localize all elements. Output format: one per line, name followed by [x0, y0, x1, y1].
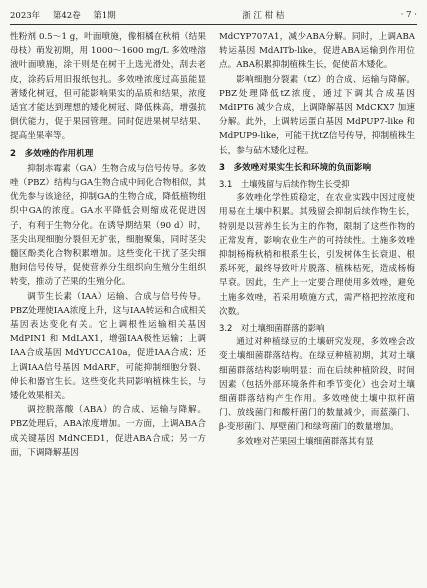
body-paragraph: 调控脱落酸（ABA）的合成、运输与降解。PBZ处理后，ABA浓度增加。一方面，上调ABA合成关键基因 MdNCED1，促进ABA合成；另一方面，下调降解基因 — [10, 405, 206, 458]
body-paragraph: 性粉剂 0.5～1 g，叶面喷施，像相橘在秋梢（结果母枝）萌发初期，用 1000～1600 mg/L 多效唑溶液叶面喷施，涂干则是在树干上选光滑处，刮去老皮，涂药后用旧报纸包扎。多效唑浓度过高虽能显著矮化树冠，但可能影响果实的品质和结果，浓度适宜才能达到理想的矮化树冠、降低株高，增强抗倒伏能力，促于果园管理。同时促进果树早结果、提高坐果率等。 — [10, 32, 206, 142]
page-header — [10, 6, 417, 25]
section-heading: 2 多效唑的作用机理 — [10, 148, 94, 159]
left-column — [10, 30, 206, 460]
subsection-heading: 3.2 对土壤细菌群落的影响 — [219, 323, 325, 334]
header-issue-info — [10, 9, 126, 21]
subsection-heading: 3.1 土壤残留与后续作物生长受抑 — [219, 179, 350, 190]
body-paragraph: MdCYP707A1，减少ABA分解。同时，上调ABA转运基因 MdAITb-like，促进ABA运输到作用位点。ABA积累抑制植株生长，促使苗木矮化。 — [219, 32, 415, 71]
header-page-number: · 7 · — [400, 10, 417, 20]
right-column — [219, 30, 415, 449]
header-journal: 浙 江 柑 桔 — [242, 11, 285, 21]
body-paragraph: 影响细胞分裂素（tZ）的合成、运输与降解。PBZ处理降低tZ浓度，通过下调其合成基因 MdIPT6 减少合成，上调降解基因 MdCKX7 加速分解。此外，上调转运蛋白基因 MdPUP7-like 和 MdPUP9-like，可能干扰tZ信号传导，抑制植株生长，参与砧木矮化过程。 — [219, 74, 415, 156]
header-year: 2023年 — [10, 11, 41, 21]
body-paragraph: 通过对种植绿豆的土壤研究发现，多效唑会改变土壤细菌群落结构。在绿豆种植初期，其对土壤细菌群落结构影响明显：而在后续种植阶段，时间因素（包括外部环境条件和季节变化）也会对土壤细菌群落结构产生作用。多效唑使土壤中拟杆菌门、放线菌门和酸杆菌门的数量减少，而蓝藻门、β-变形菌门、厚壁菌门和绿弯菌门的数量增加。 — [219, 337, 415, 433]
body-paragraph: 多效唑化学性质稳定，在农业实践中因过度使用易在土壤中积累。其残留会抑制后续作物生长，特别是以营养生长为主的作物，限制了这些作物的正常发育，影响农业生产的可持续性。土施多效唑抑制杨梅秋梢和根系生长，引发树体生长衰退、根系坏死，最终导致叶片脱落、植株枯死，造成杨梅早衰。因此，生产上一定要合理使用多效唑，避免土施多效唑，若采用喷施方式，需严格把控浓度和次数。 — [219, 193, 415, 317]
body-paragraph: 调节生长素（IAA）运输、合成与信号传导。PBZ处理使IAA浓度上升，这与IAA转运和合成相关基因表达变化有关。它上调根性运输相关基因 MdPIN1 和 MdLAX1，增强IAA极性运输；上调IAA合成基因 MdYUCCA10a，促进IAA合成；还上调IAA信号基因 MdARF，可能抑制细胞分裂、伸长和器官生长。这些变化共同影响植株生长，与矮化效果相关。 — [10, 291, 206, 402]
body-paragraph: 抑制赤霉素（GA）生物合成与信号传导。多效唑（PBZ）结构与GA生物合成中间化合物相似，其优先参与该途径，抑制GA的生物合成，降低植物组织中GA的浓度。GA水平降低会则缩成花促进因子，有利于生物分化。在诱导期结果（90 d）时，茎尖出现细胞分裂但无扩张，细胞聚集，同时茎尖髓区酚类化合物积累增加。这些变化干扰了茎尖细胞间信号传导，促使营养分生组织向生殖分生组织转变，推动了芒果的生殖分化。 — [10, 163, 206, 288]
body-paragraph: 多效唑对芒果园土壤细菌群落其有显 — [236, 436, 374, 447]
header-issue: 第1期 — [93, 11, 116, 21]
section-heading: 3 多效唑对果实生长和环境的负面影响 — [219, 162, 372, 173]
header-volume: 第42卷 — [52, 11, 81, 21]
